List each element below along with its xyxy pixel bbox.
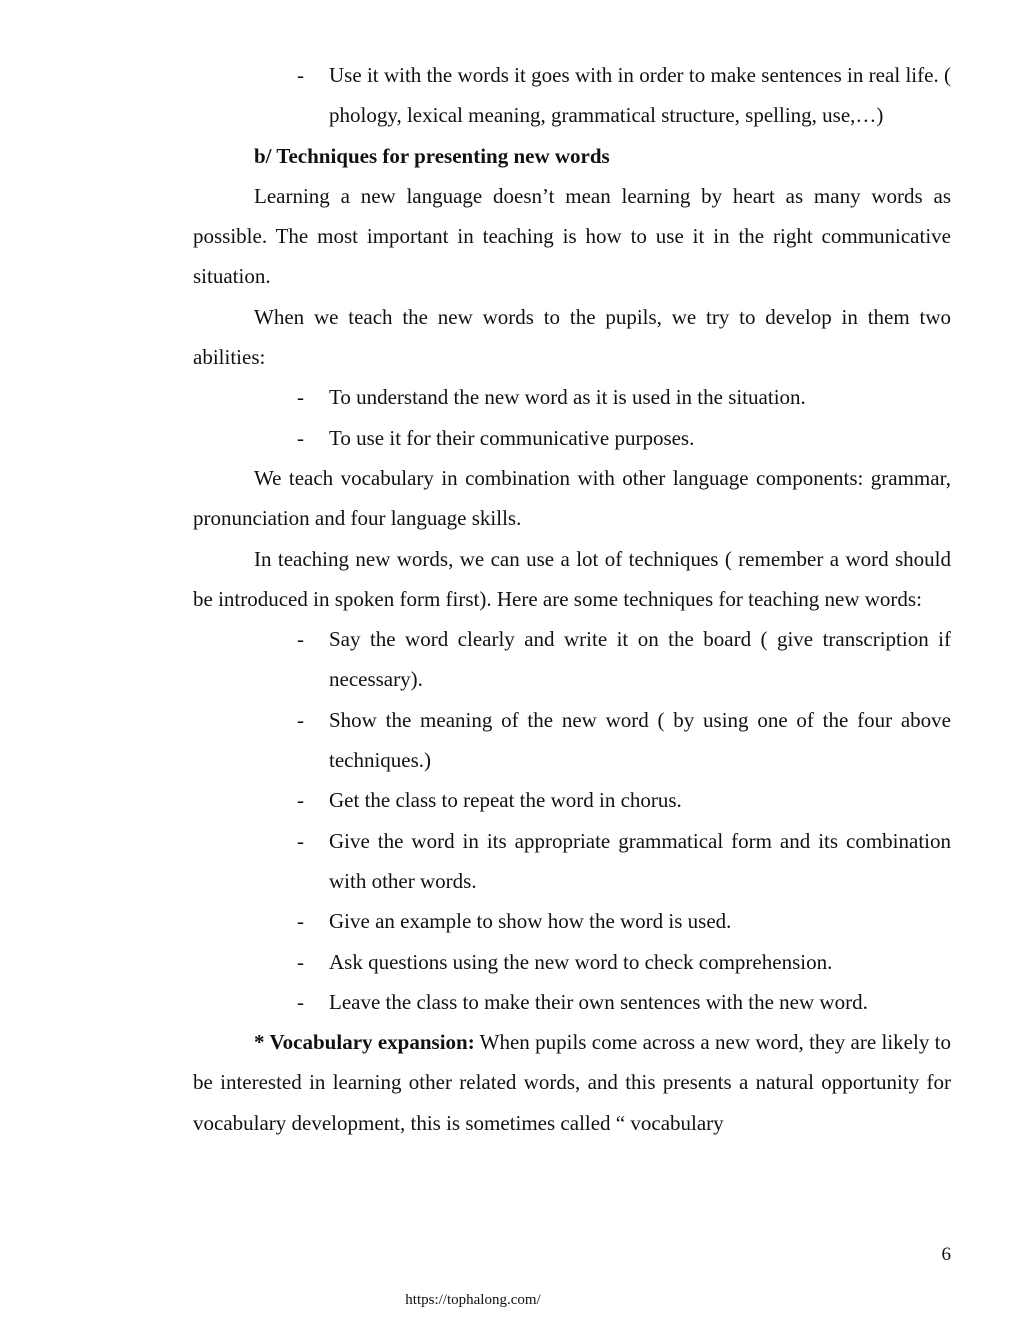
paragraph: We teach vocabulary in combination with other language components: grammar, pronunciation and four language skills. <box>193 465 951 531</box>
bullet-dash: - <box>297 788 304 813</box>
bullet-text: Use it with the words it goes with in order to make sentences in real life. ( phology, lexical meaning, grammatical structure, spelling, use,…) <box>329 63 951 128</box>
bullet-dash: - <box>297 425 304 450</box>
bullet-text: Give the word in its appropriate grammatical form and its combination with other words. <box>329 828 951 893</box>
bullet-item <box>193 942 951 982</box>
paragraph: In teaching new words, we can use a lot of techniques ( remember a word should be introduced in spoken form first). Here are some techniques for teaching new words: <box>193 546 951 611</box>
section-heading: b/ Techniques for presenting new words <box>254 143 610 168</box>
page-number: 6 <box>941 1244 951 1265</box>
bullet-text: Give an example to show how the word is used. <box>329 909 732 934</box>
bullet-dash: - <box>297 828 304 853</box>
paragraph: Learning a new language doesn’t mean learning by heart as many words as possible. The most important in teaching is how to use it in the right communicative situation. <box>193 183 951 289</box>
bullet-dash: - <box>297 627 304 652</box>
bullet-text: Leave the class to make their own sentences with the new word. <box>329 989 868 1014</box>
paragraph: When we teach the new words to the pupils, we try to develop in them two abilities: <box>193 304 951 370</box>
footer-url[interactable]: https://tophalong.com/ <box>405 1292 541 1308</box>
bullet-item <box>193 821 951 902</box>
bullet-dash: - <box>297 989 304 1014</box>
bullet-dash: - <box>297 949 304 974</box>
bullet-item <box>193 901 951 941</box>
bullet-item <box>193 619 951 700</box>
bullet-text: Get the class to repeat the word in chorus. <box>329 788 682 813</box>
bullet-text: To understand the new word as it is used in the situation. <box>329 385 806 410</box>
bullet-dash: - <box>297 385 304 410</box>
bullet-text: Show the meaning of the new word ( by using one of the four above techniques.) <box>329 707 951 773</box>
bullet-dash: - <box>297 909 304 934</box>
vocabulary-expansion-text: When pupils come across a new word, they are likely to be interested in learning other related words, and this presents a natural opportunity for vocabulary development, this is sometimes called “ vocabulary <box>193 1030 951 1135</box>
vocabulary-expansion-paragraph <box>193 1022 951 1143</box>
bullet-dash: - <box>297 707 304 732</box>
bullet-item <box>193 700 951 781</box>
bullet-text: To use it for their communicative purposes. <box>329 425 695 450</box>
bullet-item <box>193 780 951 820</box>
bullet-item <box>193 418 951 458</box>
bullet-item <box>193 377 951 417</box>
bullet-text: Say the word clearly and write it on the board ( give transcription if necessary). <box>329 627 951 692</box>
bullet-item <box>193 55 951 136</box>
bullet-item <box>193 982 951 1022</box>
document-page <box>193 55 951 1143</box>
bullet-text: Ask questions using the new word to check comprehension. <box>329 949 833 974</box>
vocabulary-expansion-label: * Vocabulary expansion: <box>254 1030 475 1055</box>
bullet-dash: - <box>297 63 304 87</box>
